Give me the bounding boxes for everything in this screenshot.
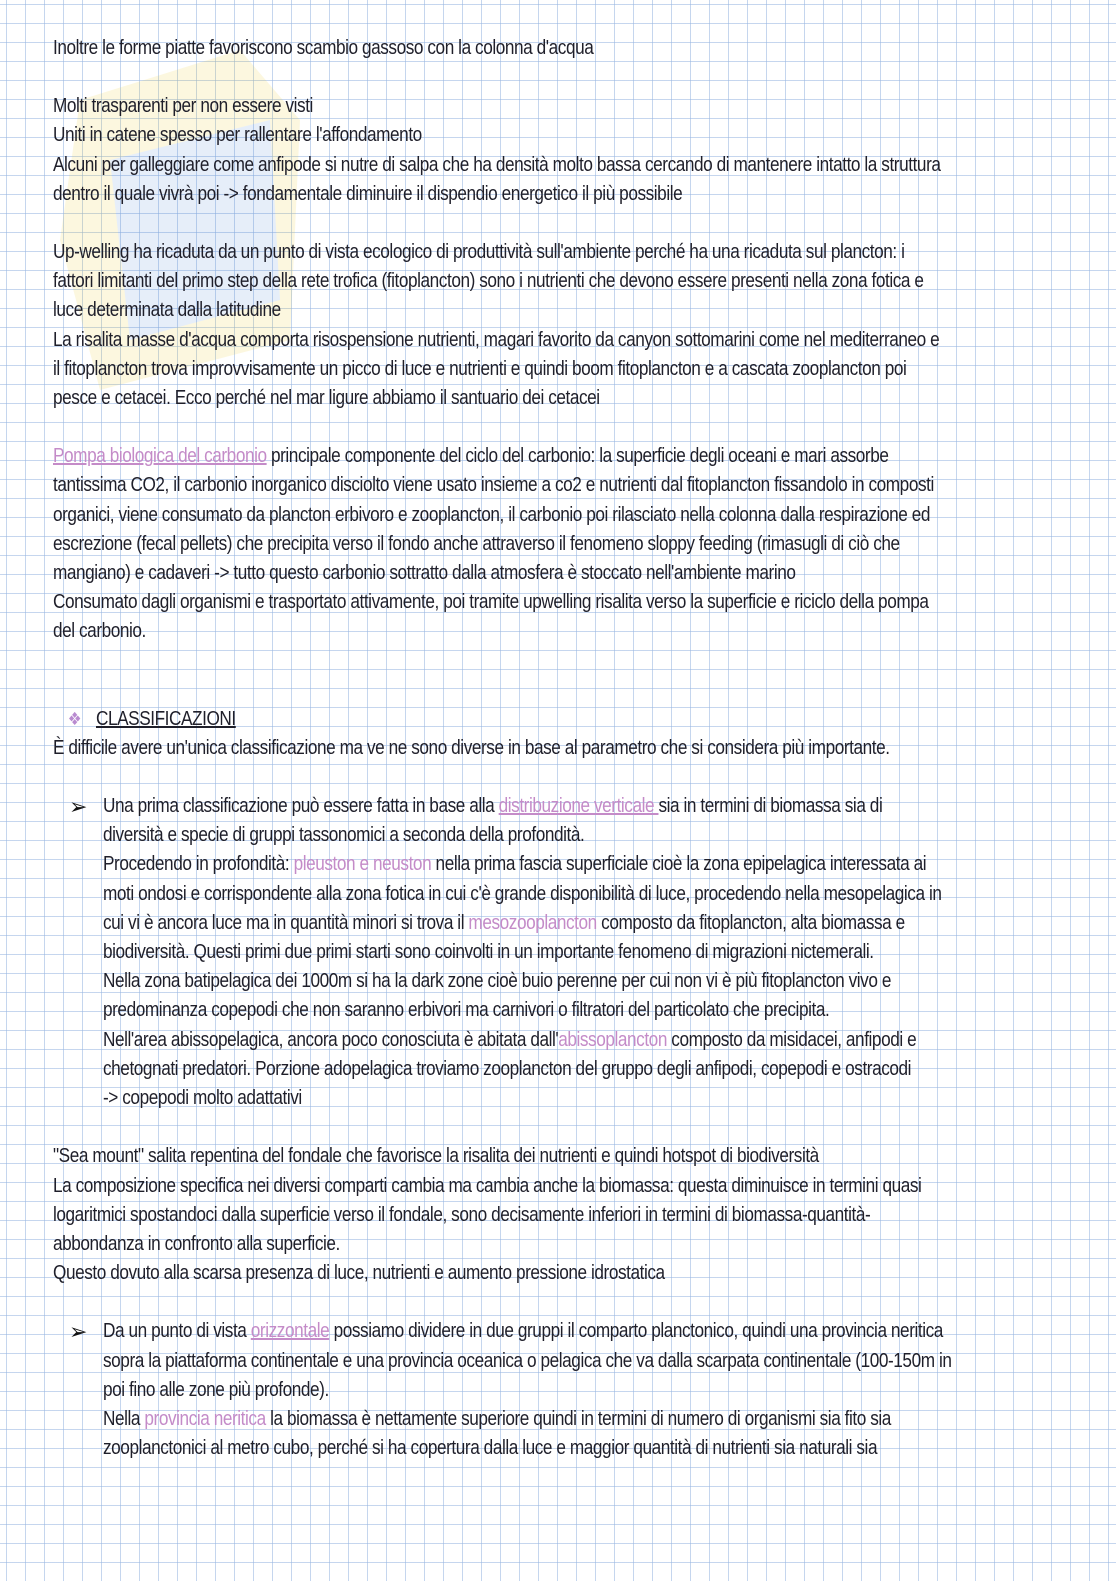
diamond-bullet-icon: ❖ bbox=[67, 708, 82, 729]
term-abissoplancton: abissoplancton bbox=[558, 1028, 667, 1051]
text-line: diversità e specie di gruppi tassonomici a seconda della profondità. bbox=[103, 824, 585, 847]
document-page bbox=[53, 34, 1083, 1463]
text-line bbox=[103, 909, 1081, 938]
text-line: Alcuni per galleggiare come anfipode si nutre di salpa che ha densità molto bassa cercando di mantenere intatto la struttura bbox=[53, 153, 941, 176]
link-pompa-biologica[interactable]: Pompa biologica del carbonio bbox=[53, 445, 267, 468]
text-line: del carbonio. bbox=[53, 620, 146, 643]
text-span: Una prima classificazione può essere fatta in base alla bbox=[103, 795, 499, 818]
paragraph-upwelling bbox=[53, 238, 1083, 413]
text-line: escrezione (fecal pellets) che precipita verso il fondo anche attraverso il fenomeno sloppy feeding (rimasugli di ciò che bbox=[53, 532, 900, 555]
paragraph-carbon-pump bbox=[53, 442, 1083, 646]
text-span: Da un punto di vista bbox=[103, 1320, 251, 1343]
text-span: Procedendo in profondità: bbox=[103, 853, 294, 876]
text-span: cui vi è ancora luce ma in quantità minori si trova il bbox=[103, 911, 469, 934]
text-line bbox=[103, 850, 1081, 879]
text-line: mangiano) e cadaveri -> tutto questo carbonio sottratto dalla atmosfera è stoccato nell'ambiente marino bbox=[53, 562, 796, 585]
bullet-horizontal-classification bbox=[53, 1317, 1083, 1463]
text-line: "Sea mount" salita repentina del fondale che favorisce la risalita dei nutrienti e quindi hotspot di biodiversità bbox=[53, 1145, 819, 1168]
paragraph-intro: Inoltre le forme piatte favoriscono scambio gassoso con la colonna d'acqua bbox=[53, 37, 594, 59]
text-line: sopra la piattaforma continentale e una provincia oceanica o pelagica che va dalla scarpata continentale (100-150m in bbox=[103, 1349, 952, 1372]
text-span: composto da misidacei, anfipodi e bbox=[666, 1028, 917, 1051]
text-line: dentro il quale vivrà poi -> fondamentale diminuire il dispendio energetico il più possibile bbox=[53, 182, 683, 205]
text-line: zooplanctonici al metro cubo, perché si ha copertura dalla luce e maggior quantità di nutrienti sia naturali sia bbox=[103, 1437, 878, 1460]
text-line: pesce e cetacei. Ecco perché nel mar ligure abbiamo il santuario dei cetacei bbox=[53, 387, 600, 410]
text-line: La composizione specifica nei diversi comparti cambia ma cambia anche la biomassa: questa diminuisce in termini quasi bbox=[53, 1174, 922, 1197]
text-line: -> copepodi molto adattativi bbox=[103, 1087, 302, 1110]
text-line: tantissima CO2, il carbonio inorganico disciolto viene usato insieme a co2 e nutrienti dal fitoplancton fissandolo in composti bbox=[53, 474, 934, 497]
text-span: possiamo dividere in due gruppi il comparto planctonico, quindi una provincia neritica bbox=[329, 1320, 943, 1343]
text-line bbox=[103, 1405, 1081, 1434]
arrow-bullet-icon: ➢ bbox=[69, 794, 88, 820]
link-orizzontale[interactable]: orizzontale bbox=[250, 1320, 330, 1343]
text-line bbox=[53, 442, 1081, 471]
text-line: Molti trasparenti per non essere visti bbox=[53, 95, 313, 118]
paragraph-sea-mount bbox=[53, 1142, 1083, 1288]
section-heading: CLASSIFICAZIONI bbox=[96, 707, 236, 730]
text-line: Up-welling ha ricaduta da un punto di vista ecologico di produttività sull'ambiente perché ha una ricaduta sul plancton: i bbox=[53, 241, 905, 264]
text-line: il fitoplancton trova improvvisamente un picco di luce e nutrienti e quindi boom fitoplancton e a cascata zooplancton poi bbox=[53, 357, 907, 380]
term-provincia-neritica: provincia neritica bbox=[144, 1407, 266, 1430]
text-line: Consumato dagli organismi e trasportato attivamente, poi tramite upwelling risalita verso la superficie e riciclo della pompa bbox=[53, 591, 929, 614]
text-line: poi fino alle zone più profonde). bbox=[103, 1378, 329, 1401]
term-pleuston-neuston: pleuston e neuston bbox=[293, 853, 432, 876]
text-line bbox=[103, 1317, 1081, 1346]
text-line: biodiversità. Questi primi due primi starti sono coinvolti in un importante fenomeno di migrazioni nictemerali. bbox=[103, 941, 874, 964]
text-line: moti ondosi e corrispondente alla zona fotica in cui c'è grande disponibilità di luce, procedendo nella mesopelagica in bbox=[103, 882, 942, 905]
text-line: Uniti in catene spesso per rallentare l'affondamento bbox=[53, 124, 422, 147]
text-span: la biomassa è nettamente superiore quindi in termini di numero di organismi sia fito sia bbox=[265, 1407, 891, 1430]
text-span: composto da fitoplancton, alta biomassa e bbox=[596, 911, 905, 934]
text-span: principale componente del ciclo del carbonio: la superficie degli oceani e mari assorbe bbox=[266, 445, 889, 468]
paragraph-adaptations bbox=[53, 92, 1083, 209]
text-line: predominanza copepodi che non saranno erbivori ma carnivori o filtratori del particolato che precipita. bbox=[103, 999, 830, 1022]
section-heading-row bbox=[53, 705, 1081, 734]
text-span: Nell'area abissopelagica, ancora poco conosciuta è abitata dall' bbox=[103, 1028, 559, 1051]
arrow-bullet-icon: ➢ bbox=[69, 1319, 88, 1345]
text-line: logaritmici spostandoci dalla superficie verso il fondale, sono decisamente inferiori in termini di biomassa-quantità- bbox=[53, 1203, 871, 1226]
text-line: chetognati predatori. Porzione adopelagica troviamo zooplancton del gruppo degli anfipodi, copepodi e ostracodi bbox=[103, 1057, 912, 1080]
text-span: Nella bbox=[103, 1407, 145, 1430]
text-line: organici, viene consumato da plancton erbivoro e zooplancton, il carbonio poi rilasciato nella colonna dalla respirazione ed bbox=[53, 503, 931, 526]
text-line: luce determinata dalla latitudine bbox=[53, 299, 281, 322]
text-line: La risalita masse d'acqua comporta risospensione nutrienti, magari favorito da canyon sottomarini come nel mediterraneo e bbox=[53, 328, 940, 351]
bullet-vertical-classification bbox=[53, 792, 1083, 1113]
link-distribuzione-verticale[interactable]: distribuzione verticale bbox=[498, 795, 659, 818]
text-line bbox=[103, 792, 1081, 821]
section-intro: È difficile avere un'unica classificazione ma ve ne sono diverse in base al parametro che si considera più importante. bbox=[53, 736, 890, 759]
text-span: nella prima fascia superficiale cioè la zona epipelagica interessata ai bbox=[431, 853, 927, 876]
text-line: fattori limitanti del primo step della rete trofica (fitoplancton) sono i nutrienti che devono essere presenti nella zona fotica e bbox=[53, 270, 924, 293]
text-line: Questo dovuto alla scarsa presenza di luce, nutrienti e aumento pressione idrostatica bbox=[53, 1262, 665, 1285]
text-span: sia in termini di biomassa sia di bbox=[658, 795, 883, 818]
text-line bbox=[103, 1026, 1081, 1055]
text-line: Nella zona batipelagica dei 1000m si ha la dark zone cioè buio perenne per cui non vi è più fitoplancton vivo e bbox=[103, 970, 891, 993]
term-mesozooplancton: mesozooplancton bbox=[468, 911, 597, 934]
text-line: abbondanza in confronto alla superficie. bbox=[53, 1232, 340, 1255]
